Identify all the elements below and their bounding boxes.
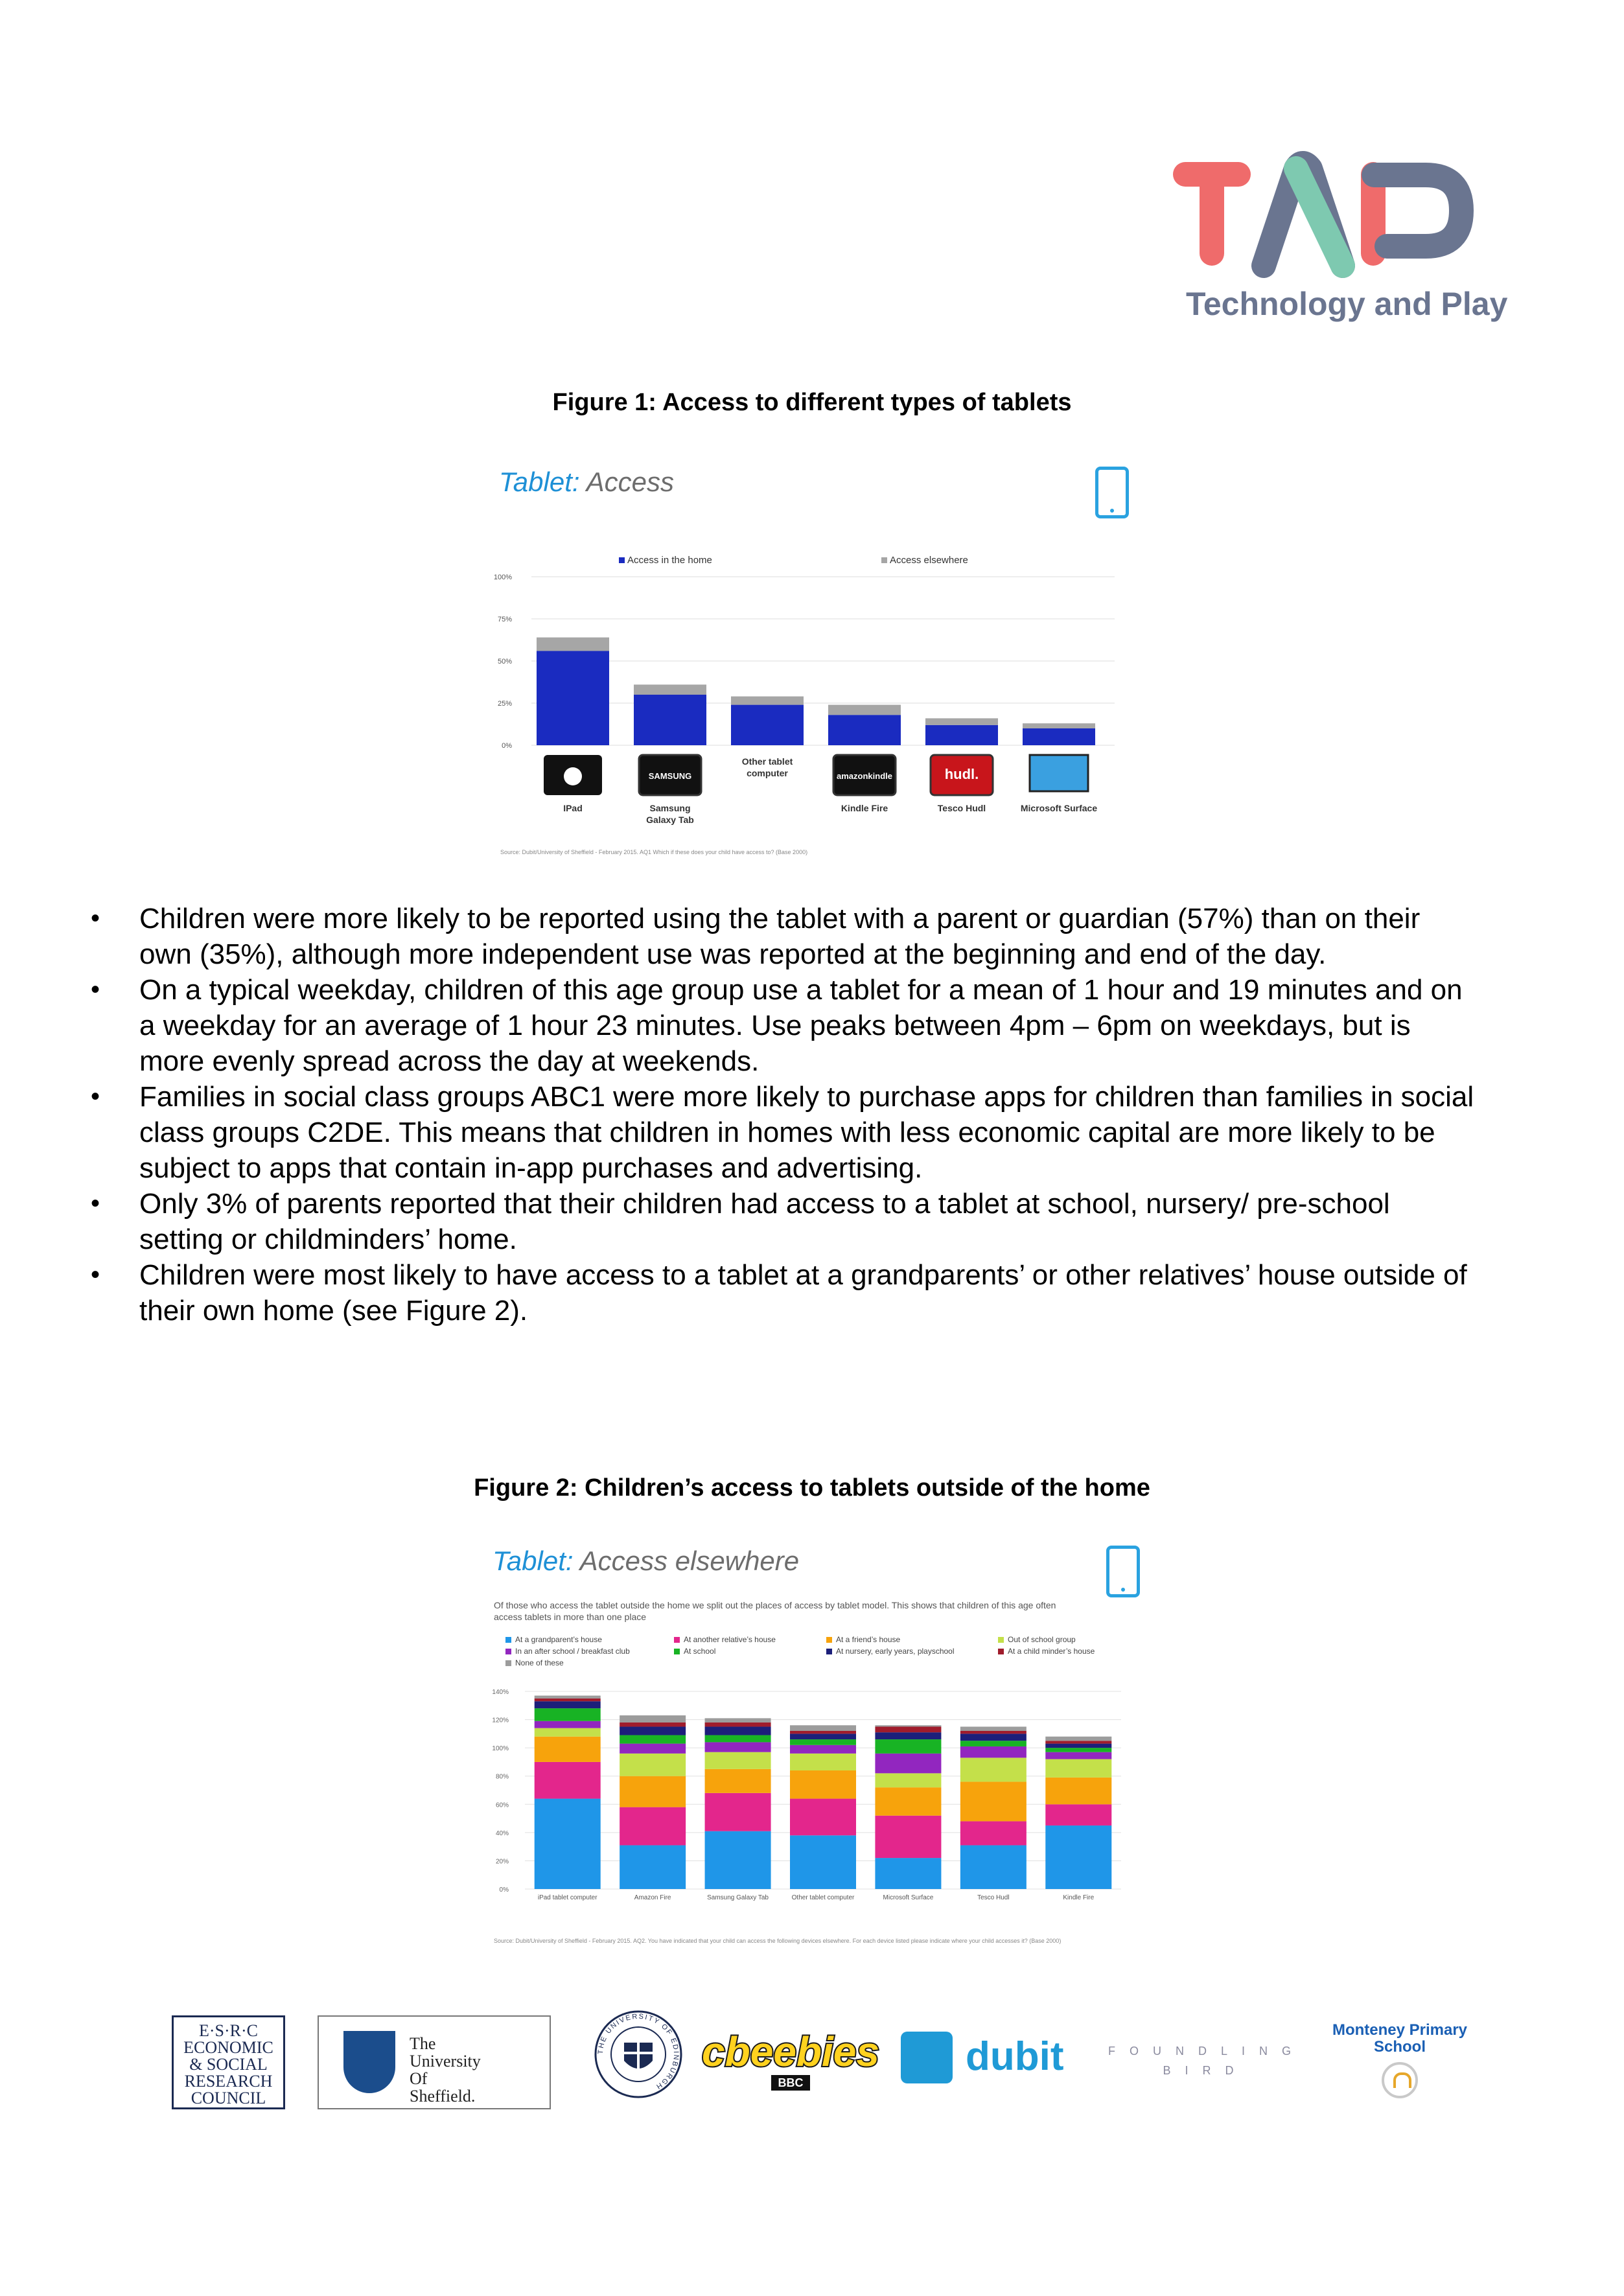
bar-segment — [875, 1773, 941, 1787]
bullet-item: • Families in social class groups ABC1 were more likely to purchase apps for children than families in social class groups C2DE. This means that children in homes with less economic capital are more likely to be subject to apps that contain in-app purchases and advertising. — [91, 1079, 1478, 1186]
bullet-item: • Only 3% of parents reported that their children had access to a tablet at school, nursery/ pre-school setting or childminders’ home. — [91, 1186, 1478, 1257]
y-tick-label: 120% — [492, 1717, 509, 1724]
bar-segment — [705, 1831, 771, 1889]
bar-segment — [875, 1739, 941, 1754]
bar-segment — [1045, 1741, 1111, 1743]
bar-segment — [705, 1735, 771, 1743]
bar-segment — [960, 1757, 1027, 1781]
svg-text:cbeebies: cbeebies — [702, 2028, 879, 2075]
bar-segment — [620, 1722, 686, 1727]
bar-segment — [705, 1742, 771, 1752]
bar-segment — [620, 1715, 686, 1722]
bar-segment — [620, 1754, 686, 1776]
bar-segment — [790, 1770, 856, 1799]
dubit-icon — [901, 2032, 953, 2083]
bar-segment — [535, 1696, 601, 1699]
bar-segment — [960, 1821, 1027, 1845]
bar-segment — [705, 1793, 771, 1831]
x-category-label: Microsoft Surface — [1020, 803, 1098, 813]
legend-label: Access elsewhere — [890, 555, 968, 566]
y-tick-label: 25% — [497, 700, 512, 708]
legend-label: At a child minder’s house — [1008, 1647, 1095, 1656]
monteney-badge-icon — [1382, 2062, 1418, 2098]
bar-segment — [925, 718, 998, 725]
legend-label: None of these — [515, 1658, 564, 1667]
bar-segment — [790, 1799, 856, 1836]
bar-segment — [535, 1728, 601, 1737]
bar-segment — [875, 1754, 941, 1774]
tap-tagline: Technology and Play — [1186, 286, 1508, 322]
bar-segment — [960, 1734, 1027, 1741]
dubit-logo: dubit — [901, 2028, 1076, 2090]
legend-swatch — [619, 557, 625, 563]
figure-1-title: Figure 1: Access to different types of tablets — [552, 389, 1072, 416]
bar-segment — [875, 1858, 941, 1889]
bar-segment — [790, 1731, 856, 1734]
bar-segment — [620, 1807, 686, 1846]
y-tick-label: 50% — [497, 658, 512, 666]
legend-swatch — [505, 1637, 511, 1643]
figure-2-source: Source: Dubit/University of Sheffield - February 2015. AQ2. You have indicated that your child can access the following devices elsewhere. For each device listed please indicate where your child accesses it? (Base 2000) — [494, 1938, 1061, 1944]
bar-segment — [1045, 1778, 1111, 1804]
x-category-label: Kindle Fire — [841, 803, 888, 813]
bar-segment — [535, 1699, 601, 1701]
bar-segment — [535, 1799, 601, 1889]
sheffield-crest-icon — [343, 2031, 395, 2093]
legend-swatch — [826, 1649, 832, 1654]
x-category-label: Tesco Hudl — [977, 1894, 1010, 1901]
legend-swatch — [505, 1649, 511, 1654]
cbeebies-logo — [702, 2022, 879, 2100]
y-tick-label: 140% — [492, 1689, 509, 1696]
esrc-logo: E·S·R·C ECONOMIC & SOCIAL RESEARCH COUNCIL — [172, 2015, 285, 2109]
sheffield-logo: The University Of Sheffield. — [318, 2015, 551, 2109]
legend-label: Access in the home — [627, 555, 712, 566]
y-tick-label: 60% — [495, 1802, 509, 1809]
x-category-label: computer — [747, 768, 788, 778]
bullet-list — [91, 901, 1478, 1328]
figure-1-chart — [493, 544, 1128, 829]
product-brand-label: amazonkindle — [837, 771, 892, 781]
bar-segment — [960, 1741, 1027, 1746]
figure-2-title: Figure 2: Children’s access to tablets outside of the home — [474, 1474, 1150, 1502]
product-brand-label: hudl. — [944, 766, 979, 782]
legend-label: At nursery, early years, playschool — [836, 1647, 955, 1656]
tablet-icon — [1106, 1546, 1140, 1597]
bar-segment — [634, 684, 706, 695]
monteney-school-logo: Monteney Primary School — [1322, 2022, 1478, 2098]
bar-segment — [960, 1746, 1027, 1757]
bar-segment — [731, 697, 804, 705]
edinburgh-logo — [593, 2009, 684, 2100]
bar-segment — [620, 1744, 686, 1754]
y-tick-label: 0% — [499, 1886, 509, 1894]
figure-2-subtitle: Of those who access the tablet outside the home we split out the places of access by tablet model. This shows that children of this age often access tablets in more than one place — [494, 1600, 1056, 1622]
bar-segment — [537, 651, 609, 745]
bar-segment — [620, 1776, 686, 1807]
apple-icon — [564, 767, 582, 785]
figure-1-source: Source: Dubit/University of Sheffield - February 2015. AQ1 Which if these does your child have access to? (Base 2000) — [500, 849, 808, 855]
product-brand-label: SAMSUNG — [648, 771, 692, 781]
bar-segment — [535, 1737, 601, 1762]
legend-label: At school — [684, 1647, 716, 1656]
legend-label: Out of school group — [1008, 1635, 1076, 1644]
y-tick-label: 0% — [502, 742, 512, 750]
bar-segment — [790, 1745, 856, 1754]
legend-swatch — [505, 1660, 511, 1666]
legend-label: At a friend’s house — [836, 1635, 901, 1644]
surface-image — [1030, 755, 1088, 791]
bar-segment — [634, 695, 706, 745]
bar-segment — [875, 1732, 941, 1739]
foundling-bird-logo: FOUNDLING BIRD — [1108, 2045, 1306, 2077]
y-tick-label: 100% — [492, 1745, 509, 1753]
bar-segment — [731, 705, 804, 745]
bar-segment — [1045, 1752, 1111, 1759]
svg-text:THE UNIVERSITY OF EDINBURGH: THE UNIVERSITY OF EDINBURGH — [596, 2012, 680, 2091]
bar-segment — [535, 1708, 601, 1721]
y-tick-label: 40% — [495, 1829, 509, 1837]
bar-segment — [1023, 728, 1095, 745]
bar-segment — [790, 1739, 856, 1745]
figure-2-chart — [493, 1633, 1128, 1905]
bar-segment — [925, 725, 998, 745]
bar-segment — [535, 1762, 601, 1799]
tablet-icon — [1095, 467, 1129, 518]
legend-label: At another relative’s house — [684, 1635, 776, 1644]
y-tick-label: 20% — [495, 1858, 509, 1866]
legend-label: At a grandparent’s house — [515, 1635, 602, 1644]
x-category-label: Kindle Fire — [1063, 1894, 1095, 1901]
bar-segment — [620, 1726, 686, 1735]
x-category-label: Galaxy Tab — [646, 815, 694, 825]
bar-segment — [1045, 1826, 1111, 1889]
figure-1-heading: Tablet: Access — [499, 467, 675, 497]
bar-segment — [705, 1722, 771, 1727]
bar-segment — [535, 1701, 601, 1708]
bar-segment — [705, 1769, 771, 1793]
legend-swatch — [674, 1637, 680, 1643]
x-category-label: Other tablet — [741, 756, 793, 767]
bar-segment — [705, 1726, 771, 1735]
x-category-label: Samsung Galaxy Tab — [707, 1894, 769, 1901]
legend-swatch — [998, 1637, 1004, 1643]
x-category-label: Microsoft Surface — [883, 1894, 934, 1901]
bullet-item: • On a typical weekday, children of this age group use a tablet for a mean of 1 hour and 19 minutes and on a weekday for an average of 1 hour 23 minutes. Use peaks between 4pm – 6pm on weekdays, but is more evenly spread across the day at weekends. — [91, 972, 1478, 1079]
svg-text:BBC: BBC — [778, 2076, 804, 2089]
y-tick-label: 100% — [493, 574, 512, 581]
figure-2-heading: Tablet: Access elsewhere — [493, 1546, 800, 1576]
legend-swatch — [881, 557, 887, 563]
bar-segment — [1045, 1748, 1111, 1752]
bar-segment — [537, 638, 609, 651]
bar-segment — [705, 1718, 771, 1722]
bar-segment — [828, 715, 901, 745]
bar-segment — [705, 1752, 771, 1769]
bar-segment — [875, 1787, 941, 1816]
bar-segment — [1045, 1744, 1111, 1748]
legend-swatch — [674, 1649, 680, 1654]
bullet-item: • Children were most likely to have access to a tablet at a grandparents’ or other relatives’ house outside of their own home (see Figure 2). — [91, 1257, 1478, 1328]
y-tick-label: 80% — [495, 1773, 509, 1781]
x-category-label: Tesco Hudl — [937, 803, 986, 813]
x-category-label: Other tablet computer — [791, 1894, 855, 1901]
x-category-label: IPad — [563, 803, 583, 813]
bar-segment — [875, 1726, 941, 1732]
bar-segment — [790, 1734, 856, 1739]
bar-segment — [790, 1754, 856, 1770]
bar-segment — [790, 1835, 856, 1889]
bullet-item: • Children were more likely to be reported using the tablet with a parent or guardian (57%) than on their own (35%), although more independent use was reported at the beginning and end of the day. — [91, 901, 1478, 972]
bar-segment — [620, 1845, 686, 1889]
x-category-label: Amazon Fire — [634, 1894, 671, 1901]
legend-swatch — [998, 1649, 1004, 1654]
bar-segment — [875, 1816, 941, 1858]
bar-segment — [960, 1781, 1027, 1821]
bar-segment — [960, 1845, 1027, 1889]
bar-segment — [828, 705, 901, 715]
bar-segment — [960, 1731, 1027, 1734]
bar-segment — [1045, 1804, 1111, 1826]
bar-segment — [1045, 1737, 1111, 1741]
bar-segment — [875, 1725, 941, 1726]
bar-segment — [535, 1721, 601, 1728]
bar-segment — [790, 1725, 856, 1731]
bar-segment — [1023, 723, 1095, 728]
y-tick-label: 75% — [497, 616, 512, 623]
legend-label: In an after school / breakfast club — [515, 1647, 630, 1656]
bar-segment — [1045, 1759, 1111, 1778]
legend-swatch — [826, 1637, 832, 1643]
bar-segment — [960, 1726, 1027, 1731]
x-category-label: iPad tablet computer — [537, 1894, 597, 1901]
x-category-label: Samsung — [649, 803, 691, 813]
bar-segment — [620, 1735, 686, 1744]
